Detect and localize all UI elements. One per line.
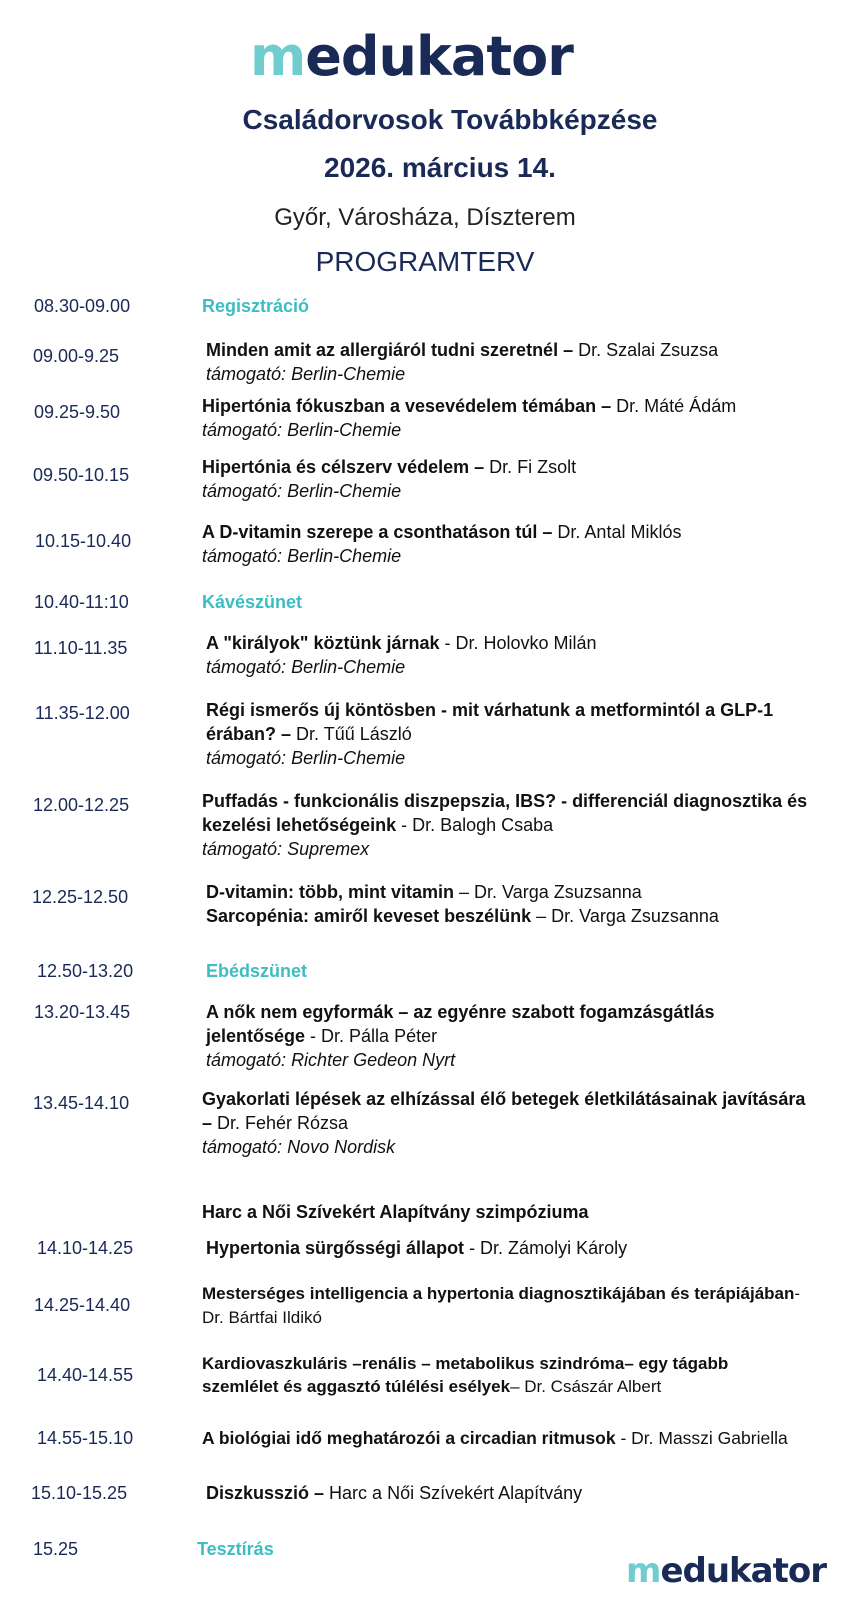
program-item: Hipertónia fókuszban a vesevédelem témában – Dr. Máté Ádám támogató: Berlin-Chemie (202, 396, 737, 440)
time-slot: 14.10-14.25 (37, 1238, 134, 1258)
program-heading: PROGRAMTERV (315, 246, 535, 277)
program-item: Hipertónia és célszerv védelem – Dr. Fi Zsolt támogató: Berlin-Chemie (202, 457, 577, 501)
program-item: A "királyok" köztünk járnak - Dr. Holovko Milán támogató: Berlin-Chemie (206, 633, 597, 677)
event-date: 2026. március 14. (324, 152, 556, 183)
program-item: Diszkusszió – Harc a Női Szívekért Alapítvány (206, 1483, 583, 1503)
program-item: A nők nem egyformák – az egyénre szabott fogamzásgátlás jelentősége - Dr. Pálla Péter támogató: Richter Gedeon Nyrt (206, 1002, 715, 1070)
program-item: Mesterséges intelligencia a hypertonia diagnosztikájában és terápiájában- Dr. Bártfai Ildikó (202, 1284, 801, 1327)
break-label: Kávészünet (202, 592, 303, 612)
program-item: A biológiai idő meghatározói a circadian ritmusok - Dr. Masszi Gabriella (202, 1428, 788, 1448)
time-slot: 14.55-15.10 (37, 1428, 134, 1448)
time-slot: 11.10-11.35 (34, 638, 128, 658)
time-slot: 09.25-9.50 (34, 402, 121, 422)
program-item: Gyakorlati lépések az elhízással élő betegek életkilátásainak javítására – Dr. Fehér Rózsa támogató: Novo Nordisk (202, 1089, 806, 1157)
time-slot: 15.10-15.25 (31, 1483, 128, 1503)
medukator-logo (250, 22, 573, 92)
time-slot: 15.25 (33, 1539, 79, 1559)
break-label: Tesztírás (197, 1539, 274, 1559)
time-slot: 13.45-14.10 (33, 1093, 130, 1113)
program-item: Kardiovaszkuláris –renális – metabolikus szindróma– egy tágabb szemlélet és aggasztó túlélési esélyek– Dr. Császár Albert (202, 1354, 729, 1396)
program-item: A D-vitamin szerepe a csonthatáson túl – Dr. Antal Miklós támogató: Berlin-Chemie (202, 522, 682, 566)
program-item: Régi ismerős új köntösben - mit várhatunk a metformintól a GLP-1 érában? – Dr. Tűű László támogató: Berlin-Chemie (206, 700, 774, 768)
time-slot: 10.15-10.40 (35, 531, 132, 551)
logo-m: m (250, 25, 306, 88)
time-slot: 13.20-13.45 (34, 1002, 131, 1022)
logo-m: m (626, 1551, 661, 1591)
time-slot: 12.25-12.50 (32, 887, 129, 907)
program-item: Hypertonia sürgősségi állapot - Dr. Zámolyi Károly (206, 1238, 628, 1258)
event-place: Győr, Városháza, Díszterem (274, 204, 576, 231)
program-item: Minden amit az allergiáról tudni szeretnél – Dr. Szalai Zsuzsa támogató: Berlin-Chemie (206, 340, 719, 384)
time-slot: 14.40-14.55 (37, 1365, 134, 1385)
time-slot: 11.35-12.00 (35, 703, 130, 723)
break-label: Ebédszünet (206, 961, 308, 981)
time-slot: 09.50-10.15 (33, 465, 130, 485)
program-item: Puffadás - funkcionális diszpepszia, IBS? - differenciál diagnosztika és kezelési lehetőségeink - Dr. Balogh Csaba támogató: Supremex (202, 791, 808, 859)
time-slot: 12.50-13.20 (37, 961, 134, 981)
symposium-title: Harc a Női Szívekért Alapítvány szimpóziuma (202, 1202, 589, 1222)
medukator-footer-logo (626, 1549, 826, 1593)
program-item: D-vitamin: több, mint vitamin – Dr. Varga Zsuzsanna Sarcopénia: amiről keveset beszélünk – Dr. Varga Zsuzsanna (206, 882, 719, 926)
time-slot: 10.40-11:10 (34, 592, 129, 612)
logo-text: edukator (660, 1551, 826, 1591)
time-slot: 09.00-9.25 (33, 346, 120, 366)
event-title: Családorvosok Továbbképzése (242, 104, 658, 135)
time-slot: 14.25-14.40 (34, 1295, 131, 1315)
time-slot: 12.00-12.25 (33, 795, 130, 815)
time-slot: 08.30-09.00 (34, 296, 131, 316)
break-label: Regisztráció (202, 296, 310, 316)
logo-text: edukator (305, 25, 573, 88)
